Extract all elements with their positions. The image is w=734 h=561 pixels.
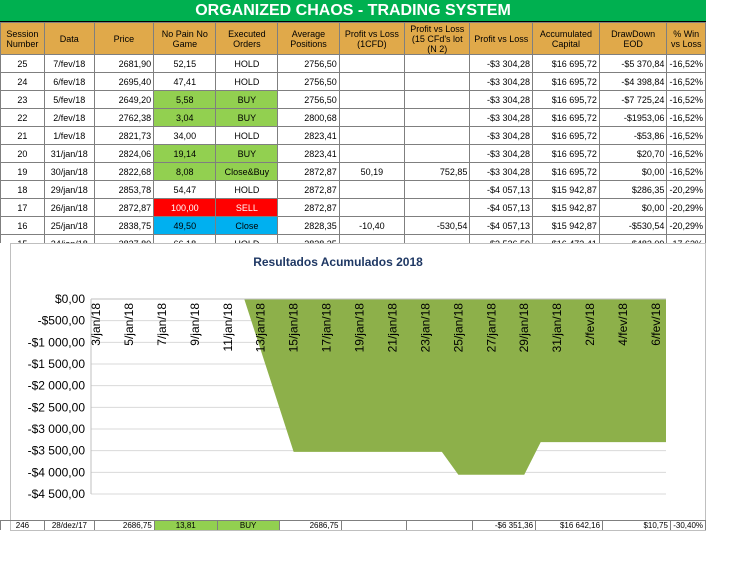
chart-title: Resultados Acumulados 2018 [253,255,423,269]
cell-npng[interactable]: 8,08 [154,163,216,181]
cell-date[interactable]: 29/jan/18 [44,181,94,199]
x-tick-label: 9/jan/18 [187,303,202,346]
cell-npng[interactable]: 100,00 [154,199,216,217]
cell-pl1[interactable] [339,181,404,199]
cell-pl[interactable]: -$4 057,13 [470,217,533,235]
x-tick-label: 15/jan/18 [286,303,301,353]
table-row [1,127,706,145]
cell-win[interactable]: -16,52% [667,163,706,181]
cell-npng[interactable]: 49,50 [154,217,216,235]
cell-session[interactable]: 246 [1,521,45,531]
y-tick-label: -$3 500,00 [27,443,85,458]
cell-pl[interactable]: -$6 351,36 [473,521,536,531]
cell-date[interactable]: 31/jan/18 [44,145,94,163]
cell-order[interactable]: Close&Buy [216,163,278,181]
cell-price[interactable]: 2872,87 [94,199,154,217]
y-tick-label: -$500,00 [37,313,85,328]
y-tick-label: -$3 000,00 [27,422,85,436]
table-row [1,217,706,235]
table-row [1,163,706,181]
x-tick-label: 19/jan/18 [352,303,367,353]
cell-avg[interactable]: 2872,87 [278,163,340,181]
cell-npng[interactable]: 54,47 [154,181,216,199]
cell-date[interactable]: 5/fev/18 [44,91,94,109]
cell-price[interactable]: 2686,75 [94,521,154,531]
cell-date[interactable]: 6/fev/18 [44,73,94,91]
cumulative-results-chart[interactable] [10,243,706,531]
x-tick-label: 17/jan/18 [319,303,334,353]
header-row [1,23,706,55]
cell-empty[interactable] [341,521,407,531]
cell-date[interactable]: 30/jan/18 [44,163,94,181]
cell-win[interactable]: -20,29% [667,181,706,199]
cell-price[interactable]: 2824,06 [94,145,154,163]
cell-session[interactable]: 17 [1,199,45,217]
cell-cap[interactable]: $15 942,87 [533,199,600,217]
cell-win[interactable]: -16,52% [667,55,706,73]
cell-order[interactable]: BUY [217,521,279,531]
cell-price[interactable]: 2821,73 [94,127,154,145]
cell-pl[interactable]: -$3 304,28 [470,55,533,73]
cell-session[interactable]: 23 [1,91,45,109]
y-tick-label: -$2 000,00 [27,378,85,393]
column-header[interactable]: No Pain No Game [154,23,216,55]
cell-win[interactable]: -20,29% [667,199,706,217]
cell-pl1[interactable] [339,199,404,217]
x-tick-label: 29/jan/18 [517,303,532,353]
column-header[interactable]: Data [44,23,94,55]
cell-session[interactable]: 19 [1,163,45,181]
cell-order[interactable]: BUY [216,91,278,109]
cell-cap[interactable]: $15 942,87 [533,181,600,199]
y-tick-label: $0,00 [54,292,85,306]
cell-pl[interactable]: -$4 057,13 [470,181,533,199]
column-header[interactable]: Session Number [1,23,45,55]
column-header[interactable]: Profit vs Loss (1CFD) [339,23,404,55]
cell-pl15[interactable] [405,127,470,145]
cell-price[interactable]: 2649,20 [94,91,154,109]
y-tick-label: -$4 000,00 [27,465,85,480]
x-tick-label: 6/fev/18 [649,303,663,346]
cell-pl15[interactable]: -530,54 [405,217,470,235]
cell-pl[interactable]: -$3 304,28 [470,127,533,145]
column-header[interactable]: Accumulated Capital [533,23,600,55]
cell-cap[interactable]: $16 695,72 [533,73,600,91]
column-header[interactable]: Profit vs Loss [470,23,533,55]
cell-win[interactable]: -16,52% [667,145,706,163]
cell-date[interactable]: 7/fev/18 [44,55,94,73]
chart-svg [11,244,705,530]
table-row [1,199,706,217]
cell-avg[interactable]: 2756,50 [278,91,340,109]
cell-avg[interactable]: 2872,87 [278,199,340,217]
right-margin [706,0,734,561]
table-row [1,91,706,109]
cell-npng[interactable]: 3,04 [154,109,216,127]
x-tick-label: 31/jan/18 [550,303,565,353]
cell-pl15[interactable] [405,145,470,163]
cell-order[interactable]: Close [216,217,278,235]
cell-cap[interactable]: $16 642,16 [536,521,603,531]
cell-cap[interactable]: $16 695,72 [533,109,600,127]
x-tick-label: 25/jan/18 [451,303,466,353]
cell-win[interactable]: -20,29% [667,217,706,235]
cell-pl[interactable]: -$4 057,13 [470,199,533,217]
cell-pl15[interactable]: 752,85 [405,163,470,181]
cell-pl[interactable]: -$3 304,28 [470,145,533,163]
cell-cap[interactable]: $16 695,72 [533,145,600,163]
y-tick-label: -$2 500,00 [27,400,85,415]
y-tick-label: -$1 500,00 [27,357,85,371]
cell-win[interactable]: -16,52% [667,91,706,109]
cell-npng[interactable]: 47,41 [154,73,216,91]
cell-dd[interactable]: $0,00 [599,163,667,181]
cell-price[interactable]: 2853,78 [94,181,154,199]
cell-npng[interactable]: 19,14 [154,145,216,163]
cell-pl[interactable]: -$3 304,28 [470,91,533,109]
x-tick-label: 3/jan/18 [89,303,103,346]
cell-session[interactable]: 20 [1,145,45,163]
cell-date[interactable]: 26/jan/18 [44,199,94,217]
cell-session[interactable]: 18 [1,181,45,199]
cell-dd[interactable]: $286,35 [599,181,667,199]
sheet-title: ORGANIZED CHAOS - TRADING SYSTEM [0,0,706,22]
cell-win[interactable]: -30,40% [670,521,705,531]
cell-cap[interactable]: $16 695,72 [533,91,600,109]
y-tick-label: -$4 500,00 [27,487,85,501]
table-row [1,145,706,163]
cell-price[interactable]: 2695,40 [94,73,154,91]
cell-pl1[interactable] [339,145,404,163]
cell-avg[interactable]: 2686,75 [279,521,341,531]
cell-cap[interactable]: $16 695,72 [533,127,600,145]
table-row [1,55,706,73]
cell-pl[interactable]: -$3 304,28 [470,163,533,181]
cell-npng[interactable]: 34,00 [154,127,216,145]
cell-order[interactable]: BUY [216,145,278,163]
x-tick-label: 7/jan/18 [154,303,169,346]
x-tick-label: 23/jan/18 [418,303,433,353]
cell-pl15[interactable] [405,55,470,73]
cell-pl1[interactable] [339,91,404,109]
cell-dd[interactable]: $20,70 [599,145,667,163]
table-row [1,181,706,199]
cell-pl15[interactable] [405,73,470,91]
cell-session[interactable]: 21 [1,127,45,145]
cell-dd[interactable]: -$53,86 [599,127,667,145]
cell-pl15[interactable] [405,109,470,127]
cell-pl[interactable]: -$3 304,28 [470,109,533,127]
x-tick-label: 11/jan/18 [220,303,235,352]
cell-win[interactable]: -16,52% [667,127,706,145]
cell-date[interactable]: 1/fev/18 [44,127,94,145]
cell-order[interactable]: HOLD [216,181,278,199]
column-header[interactable]: Average Positions [278,23,340,55]
cell-session[interactable]: 25 [1,55,45,73]
column-header[interactable]: Profit vs Loss (15 CFd's lot (N 2) [405,23,470,55]
x-tick-label: 27/jan/18 [484,303,499,353]
cell-dd[interactable]: -$4 398,84 [599,73,667,91]
column-header[interactable]: Executed Orders [216,23,278,55]
cell-pl15[interactable] [405,91,470,109]
cell-pl1[interactable] [339,127,404,145]
cell-price[interactable]: 2822,68 [94,163,154,181]
cell-avg[interactable]: 2756,50 [278,73,340,91]
cell-dd[interactable]: -$1953,06 [599,109,667,127]
cell-win[interactable]: -16,52% [667,109,706,127]
cell-avg[interactable]: 2823,41 [278,145,340,163]
cell-pl1[interactable]: 50,19 [339,163,404,181]
cell-empty[interactable] [407,521,473,531]
cell-cap[interactable]: $15 942,87 [533,217,600,235]
cell-order[interactable]: BUY [216,109,278,127]
cell-price[interactable]: 2838,75 [94,217,154,235]
x-tick-label: 21/jan/18 [385,303,400,353]
cell-dd[interactable]: -$7 725,24 [599,91,667,109]
cell-pl1[interactable] [339,109,404,127]
column-header[interactable]: DrawDown EOD [599,23,667,55]
y-tick-label: -$1 000,00 [27,335,85,350]
x-tick-label: 5/jan/18 [121,303,136,346]
x-tick-label: 2/fev/18 [583,303,598,346]
cell-date[interactable]: 28/dez/17 [44,521,94,531]
cell-price[interactable]: 2681,90 [94,55,154,73]
cell-session[interactable]: 24 [1,73,45,91]
cell-dd[interactable]: -$5 370,84 [599,55,667,73]
cell-date[interactable]: 25/jan/18 [44,217,94,235]
cell-pl15[interactable] [405,199,470,217]
column-header[interactable]: % Win vs Loss [667,23,706,55]
cell-dd[interactable]: $10,75 [603,521,671,531]
cell-pl1[interactable]: -10,40 [339,217,404,235]
cell-npng[interactable]: 5,58 [154,91,216,109]
cell-dd[interactable]: $0,00 [599,199,667,217]
cell-avg[interactable]: 2800,68 [278,109,340,127]
cell-avg[interactable]: 2756,50 [278,55,340,73]
cell-date[interactable]: 2/fev/18 [44,109,94,127]
cell-order[interactable]: HOLD [216,55,278,73]
cell-avg[interactable]: 2828,35 [278,217,340,235]
cell-win[interactable]: -16,52% [667,73,706,91]
cell-price[interactable]: 2762,38 [94,109,154,127]
cell-order[interactable]: HOLD [216,73,278,91]
cell-cap[interactable]: $16 695,72 [533,55,600,73]
table-row [1,73,706,91]
cell-pl1[interactable] [339,73,404,91]
cell-order[interactable]: HOLD [216,127,278,145]
column-header[interactable]: Price [94,23,154,55]
cell-avg[interactable]: 2872,87 [278,181,340,199]
cell-dd[interactable]: -$530,54 [599,217,667,235]
cell-pl15[interactable] [405,181,470,199]
cell-session[interactable]: 16 [1,217,45,235]
x-tick-label: 13/jan/18 [253,303,268,353]
cell-session[interactable]: 22 [1,109,45,127]
trades-table [0,22,706,259]
cell-order[interactable]: SELL [216,199,278,217]
cell-avg[interactable]: 2823,41 [278,127,340,145]
cell-npng[interactable]: 52,15 [154,55,216,73]
bottom-row [0,520,706,530]
table-body [1,55,706,259]
cell-cap[interactable]: $16 695,72 [533,163,600,181]
x-tick-label: 4/fev/18 [616,303,631,346]
table-row [1,521,706,531]
cell-npng[interactable]: 13,81 [154,521,217,531]
cell-pl[interactable]: -$3 304,28 [470,73,533,91]
table-row [1,109,706,127]
cell-pl1[interactable] [339,55,404,73]
